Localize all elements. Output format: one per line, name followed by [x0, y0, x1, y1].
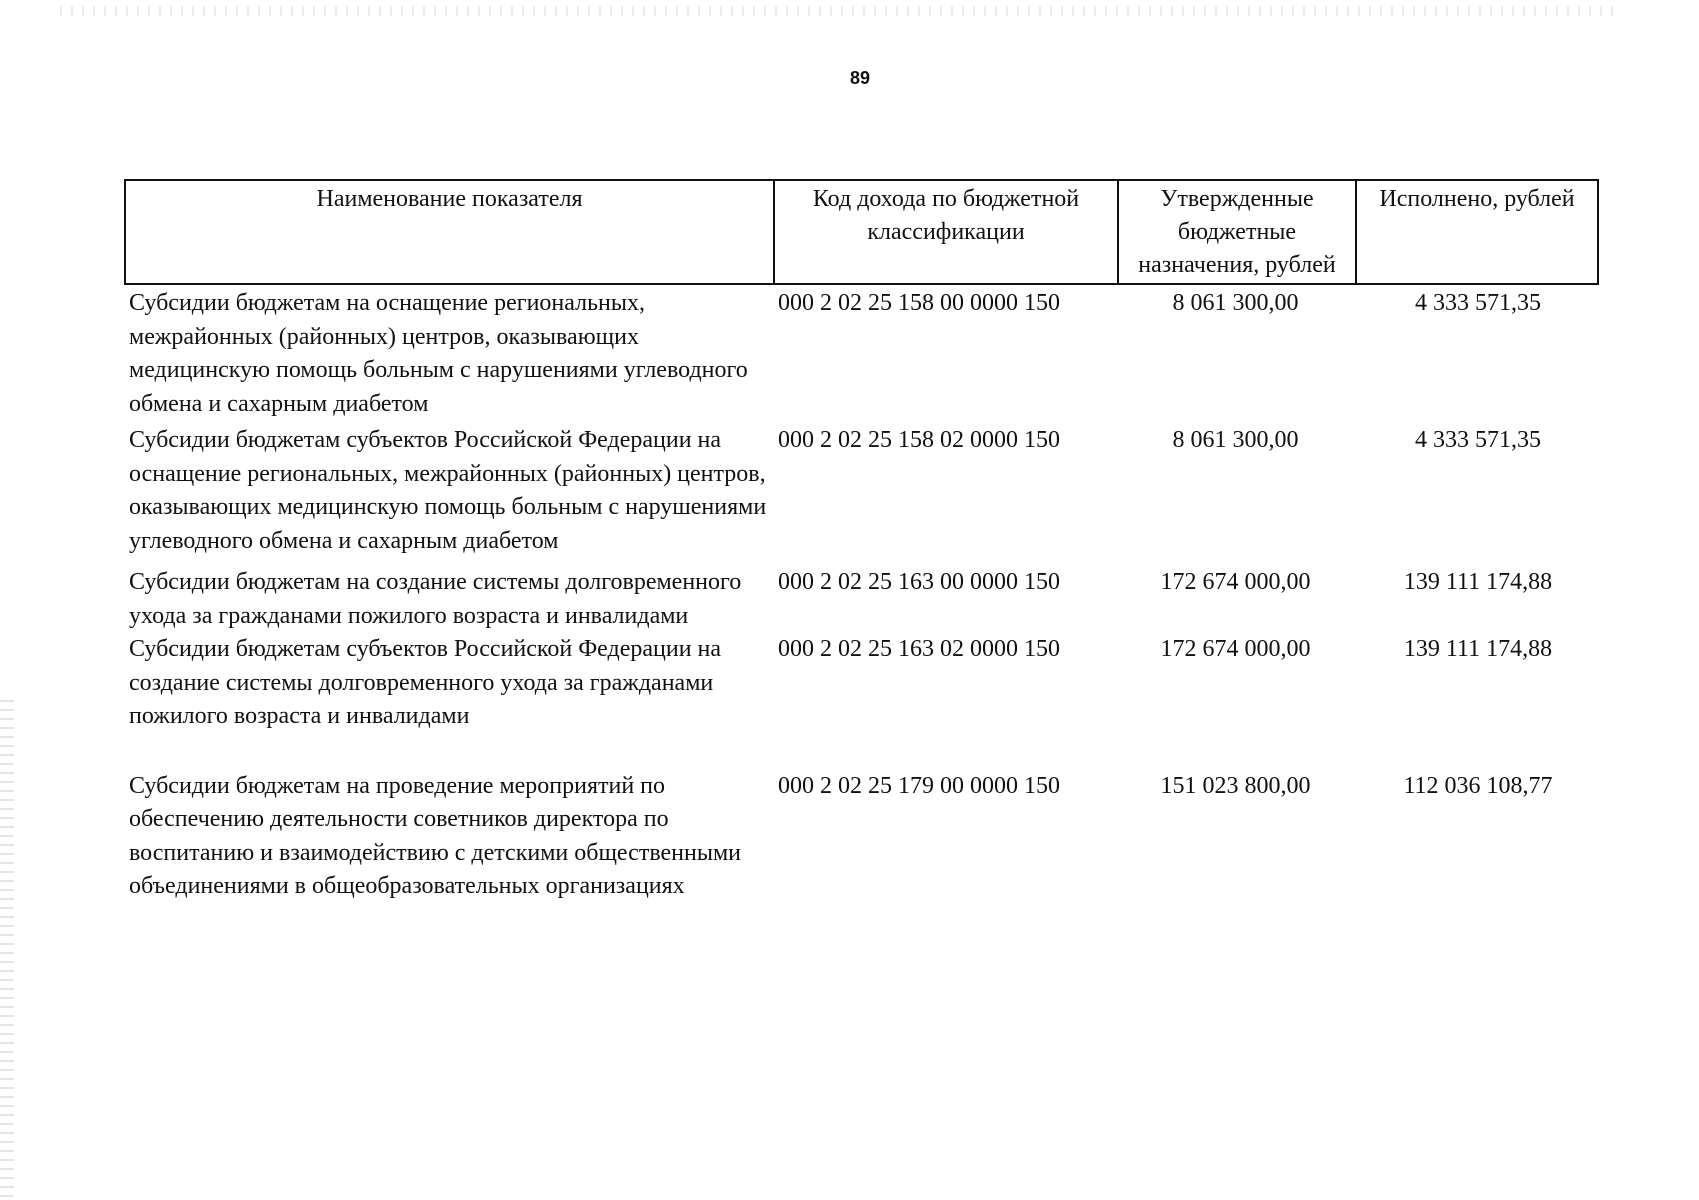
scan-noise-left-edge	[0, 700, 14, 1200]
row-executed: 4 333 571,35	[1415, 290, 1541, 316]
row-approved: 151 023 800,00	[1160, 772, 1311, 799]
row-code: 000 2 02 25 163 02 0000 150	[778, 636, 1060, 662]
scan-noise-top	[60, 6, 1620, 16]
row-name: Субсидии бюджетам на проведение мероприятий по обеспечению деятельности советников директора по воспитанию и взаимодействию с детскими общественными объединениями в общеобразовательных организациях	[129, 772, 742, 899]
row-code: 000 2 02 25 158 02 0000 150	[778, 427, 1060, 453]
row-code: 000 2 02 25 158 00 0000 150	[778, 290, 1060, 316]
row-name: Субсидии бюджетам субъектов Российской Федерации на оснащение региональных, межрайонных (районных) центров, оказывающих медицинскую помощь больным с нарушениями углеводного обмена и сахарным диабетом	[129, 427, 767, 554]
table-body	[129, 287, 1599, 904]
row-executed: 139 111 174,88	[1403, 569, 1553, 595]
page-number: 89	[849, 68, 871, 88]
row-approved: 172 674 000,00	[1160, 636, 1311, 662]
header-name: Наименование показателя	[126, 181, 775, 283]
row-approved: 172 674 000,00	[1160, 569, 1311, 595]
row-approved: 8 061 300,00	[1172, 427, 1299, 453]
row-code: 000 2 02 25 163 00 0000 150	[778, 569, 1060, 595]
table-row	[129, 287, 1599, 421]
table-header	[124, 179, 1599, 285]
row-name: Субсидии бюджетам на оснащение региональных, межрайонных (районных) центров, оказывающих медицинскую помощь больным с нарушениями углеводного обмена и сахарным диабетом	[129, 290, 748, 417]
table-row	[129, 566, 1599, 633]
row-approved: 8 061 300,00	[1172, 290, 1299, 316]
row-executed: 4 333 571,35	[1415, 427, 1541, 453]
header-approved: Утвержденные бюджетные назначения, рублей	[1119, 181, 1357, 283]
table-row	[129, 770, 1599, 904]
row-name: Субсидии бюджетам на создание системы долговременного ухода за гражданами пожилого возраста и инвалидами	[129, 569, 742, 629]
table-row	[129, 424, 1599, 558]
row-executed: 112 036 108,77	[1403, 772, 1553, 799]
row-executed: 139 111 174,88	[1403, 636, 1553, 662]
header-executed: Исполнено, рублей	[1379, 186, 1575, 212]
table-row	[129, 633, 1599, 734]
row-code: 000 2 02 25 179 00 0000 150	[778, 772, 1060, 799]
row-name: Субсидии бюджетам субъектов Российской Федерации на создание системы долговременного ухода за гражданами пожилого возраста и инвалидами	[129, 636, 722, 729]
header-code: Код дохода по бюджетной классификации	[775, 181, 1119, 283]
